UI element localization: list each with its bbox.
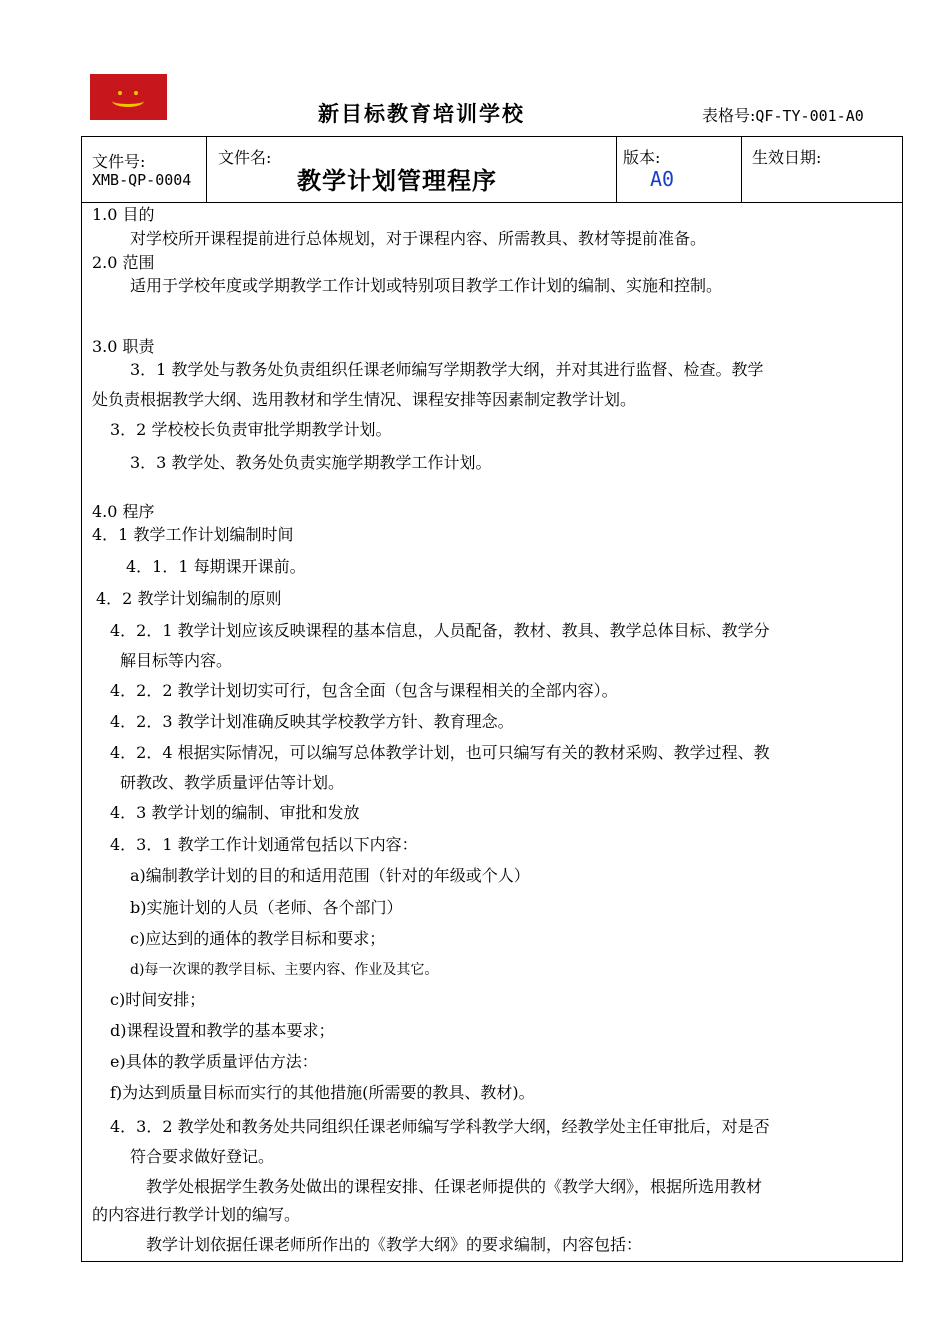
effective-date-label: 生效日期: — [752, 148, 822, 167]
paragraph-line: 符合要求做好登记。 — [130, 1147, 275, 1166]
paragraph-line: 研教改、教学质量评估等计划。 — [120, 773, 345, 792]
school-name: 新目标教育培训学校 — [318, 101, 525, 126]
doc-no-value: XMB-QP-0004 — [92, 171, 192, 189]
paragraph-line: 教学计划依据任课老师所作出的《教学大纲》的要求编制，内容包括： — [146, 1235, 643, 1254]
paragraph-line: 3．3 教学处、教务处负责实施学期教学工作计划。 — [130, 453, 492, 472]
paragraph-line: 4．3 教学计划的编制、审批和发放 — [110, 803, 360, 822]
divider — [616, 137, 617, 202]
paragraph-line: 4．3．2 教学处和教务处共同组织任课老师编写学科教学大纲，经教学处主任审批后，对是否 — [110, 1117, 770, 1136]
version-value: A0 — [650, 167, 675, 191]
doc-title: 教学计划管理程序 — [297, 166, 497, 195]
list-item: f)为达到质量目标而实行的其他措施(所需要的教具、教材)。 — [110, 1083, 535, 1102]
paragraph-line: 4．1 教学工作计划编制时间 — [92, 525, 294, 544]
paragraph-line: 解目标等内容。 — [120, 651, 233, 670]
section-heading: 1.0 目的 — [92, 205, 155, 224]
paragraph-line: 3．1 教学处与教务处负责组织任课老师编写学期教学大纲，并对其进行监督、检查。教学 — [130, 360, 764, 379]
paragraph-line: 对学校所开课程提前进行总体规划，对于课程内容、所需教具、教材等提前准备。 — [130, 229, 707, 248]
paragraph-line: 教学处根据学生教务处做出的课程安排、任课老师提供的《教学大纲》，根据所选用教材 — [146, 1177, 763, 1196]
list-item: c)时间安排； — [110, 990, 206, 1009]
logo-wing-icon — [112, 95, 144, 107]
list-item: d)每一次课的教学目标、主要内容、作业及其它。 — [130, 962, 439, 978]
divider — [206, 137, 207, 202]
paragraph-line: 4．2．4 根据实际情况，可以编写总体教学计划，也可只编写有关的教材采购、教学过程、教 — [110, 743, 770, 762]
paragraph-line: 适用于学校年度或学期教学工作计划或特别项目教学工作计划的编制、实施和控制。 — [130, 276, 723, 295]
list-item: a)编制教学计划的目的和适用范围（针对的年级或个人） — [130, 866, 530, 885]
section-heading: 2.0 范围 — [92, 253, 155, 272]
form-number-code: QF-TY-001-A0 — [755, 107, 864, 125]
paragraph-line: 3．2 学校校长负责审批学期教学计划。 — [110, 420, 392, 439]
section-heading: 4.0 程序 — [92, 502, 155, 521]
form-number-label: 表格号: — [702, 106, 756, 125]
doc-name-label: 文件名: — [218, 148, 272, 167]
list-item: c)应达到的通体的教学目标和要求； — [130, 929, 386, 948]
list-item: d)课程设置和教学的基本要求； — [110, 1021, 335, 1040]
version-label: 版本: — [623, 148, 661, 167]
form-number — [702, 103, 864, 126]
paragraph-line: 4．1．1 每期课开课前。 — [126, 557, 306, 576]
list-item: b)实施计划的人员（老师、各个部门） — [130, 898, 403, 917]
school-logo — [90, 74, 167, 120]
paragraph-line: 4．3．1 教学工作计划通常包括以下内容： — [110, 835, 418, 854]
paragraph-line: 4．2．3 教学计划准确反映其学校教学方针、教育理念。 — [110, 712, 514, 731]
section-heading: 3.0 职责 — [92, 337, 155, 356]
paragraph-line: 4．2 教学计划编制的原则 — [96, 589, 282, 608]
doc-no-label: 文件号: — [92, 152, 146, 171]
paragraph-line: 4．2．1 教学计划应该反映课程的基本信息，人员配备，教材、教具、教学总体目标、教学分 — [110, 621, 770, 640]
paragraph-line: 4．2．2 教学计划切实可行，包含全面（包含与课程相关的全部内容）。 — [110, 681, 618, 700]
divider — [741, 137, 742, 202]
paragraph-line: 的内容进行教学计划的编写。 — [92, 1205, 301, 1224]
document-header-table — [82, 137, 902, 203]
list-item: e)具体的教学质量评估方法： — [110, 1052, 318, 1071]
document-frame — [81, 136, 903, 1262]
paragraph-line: 处负责根据教学大纲、选用教材和学生情况、课程安排等因素制定教学计划。 — [92, 390, 637, 409]
